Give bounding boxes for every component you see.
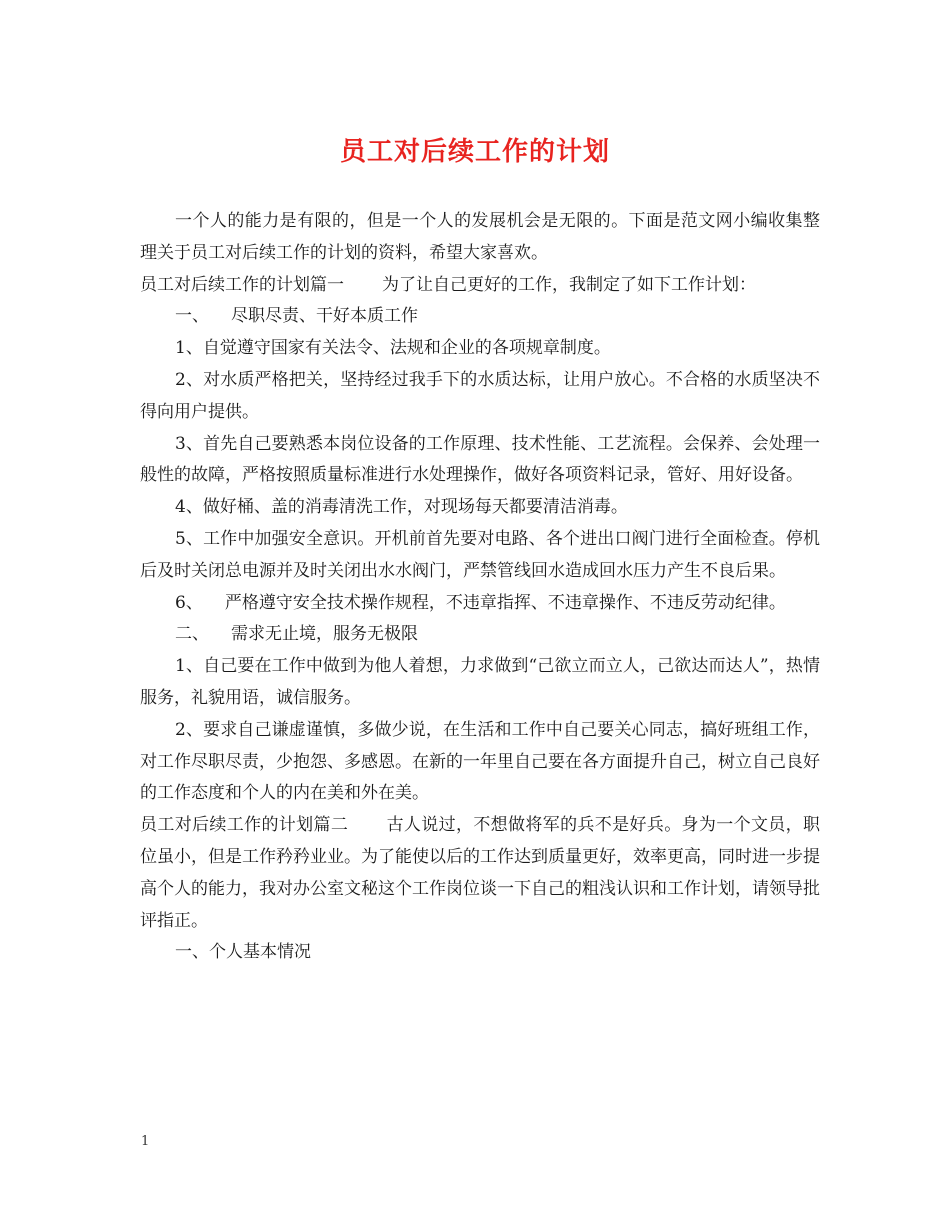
list-item: 4、做好桶、盖的消毒清洗工作，对现场每天都要清洁消毒。 (175, 497, 628, 518)
list-item: 3、首先自己要熟悉本岗位设备的工作原理、技术性能、工艺流程。会保养、会处理一般性的故障，严格按照质量标准进行水处理操作，做好各项资料记录，管好、用好设备。 (140, 433, 820, 486)
section-heading-two-line (140, 810, 820, 937)
page-title: 员工对后续工作的计划 (339, 137, 610, 167)
subheading-one-text: 尽职尽责、干好本质工作 (231, 306, 418, 327)
subheading-two (140, 619, 820, 651)
list-item-number: 6、 (175, 592, 203, 613)
plan-two-text: 古人说过，不想做将军的兵不是好兵。身为一个文员，职位虽小，但是工作矜矜业业。为了能使以后的工作达到质量更好，效率更高，同时进一步提高个人的能力，我对办公室文秘这个工作岗位谈一下自己的粗浅认识和工作计划，请领导批评指正。 (140, 815, 821, 931)
subheading-two-number: 二、 (175, 624, 209, 645)
section-heading-one-line (140, 270, 820, 302)
list-item: 1、自己要在工作中做到为他人着想，力求做到“己欲立而立人，己欲达而达人”，热情服务，礼貌用语，诚信服务。 (140, 656, 820, 708)
list-item: 2、要求自己谦虚谨慎，多做少说，在生活和工作中自己要关心同志，搞好班组工作，对工作尽职尽责，少抱怨、多感恩。在新的一年里自己要在各方面提升自己，树立自己良好的工作态度和个人的内在美和外在美。 (140, 719, 820, 804)
list-item: 5、工作中加强安全意识。开机前首先要对电路、各个进出口阀门进行全面检查。停机后及时关闭总电源并及时关闭出水水阀门，严禁管线回水造成回水压力产生不良后果。 (140, 528, 820, 581)
list-item-text: 严格遵守安全技术操作规程，不违章指挥、不违章操作、不违反劳动纪律。 (224, 592, 786, 613)
subheading-one (140, 301, 820, 333)
page-number: 1 (141, 1134, 150, 1149)
plan-heading-one: 员工对后续工作的计划篇一 (140, 274, 344, 295)
intro-paragraph: 一个人的能力是有限的，但是一个人的发展机会是无限的。下面是范文网小编收集整理关于员工对后续工作的计划的资料，希望大家喜欢。 (140, 211, 820, 263)
document-body (140, 206, 820, 969)
plan-one-text: 为了让自己更好的工作，我制定了如下工作计划： (382, 274, 756, 295)
subheading-three: 一、个人基本情况 (175, 942, 311, 963)
plan-heading-two: 员工对后续工作的计划篇二 (140, 815, 349, 836)
list-item: 2、对水质严格把关，坚持经过我手下的水质达标，让用户放心。不合格的水质坚决不得向用户提供。 (140, 369, 820, 422)
list-item: 1、自觉遵守国家有关法令、法规和企业的各项规章制度。 (175, 338, 611, 359)
subheading-two-text: 需求无止境，服务无极限 (231, 624, 418, 645)
subheading-one-number: 一、 (175, 306, 209, 327)
list-item (140, 588, 820, 620)
